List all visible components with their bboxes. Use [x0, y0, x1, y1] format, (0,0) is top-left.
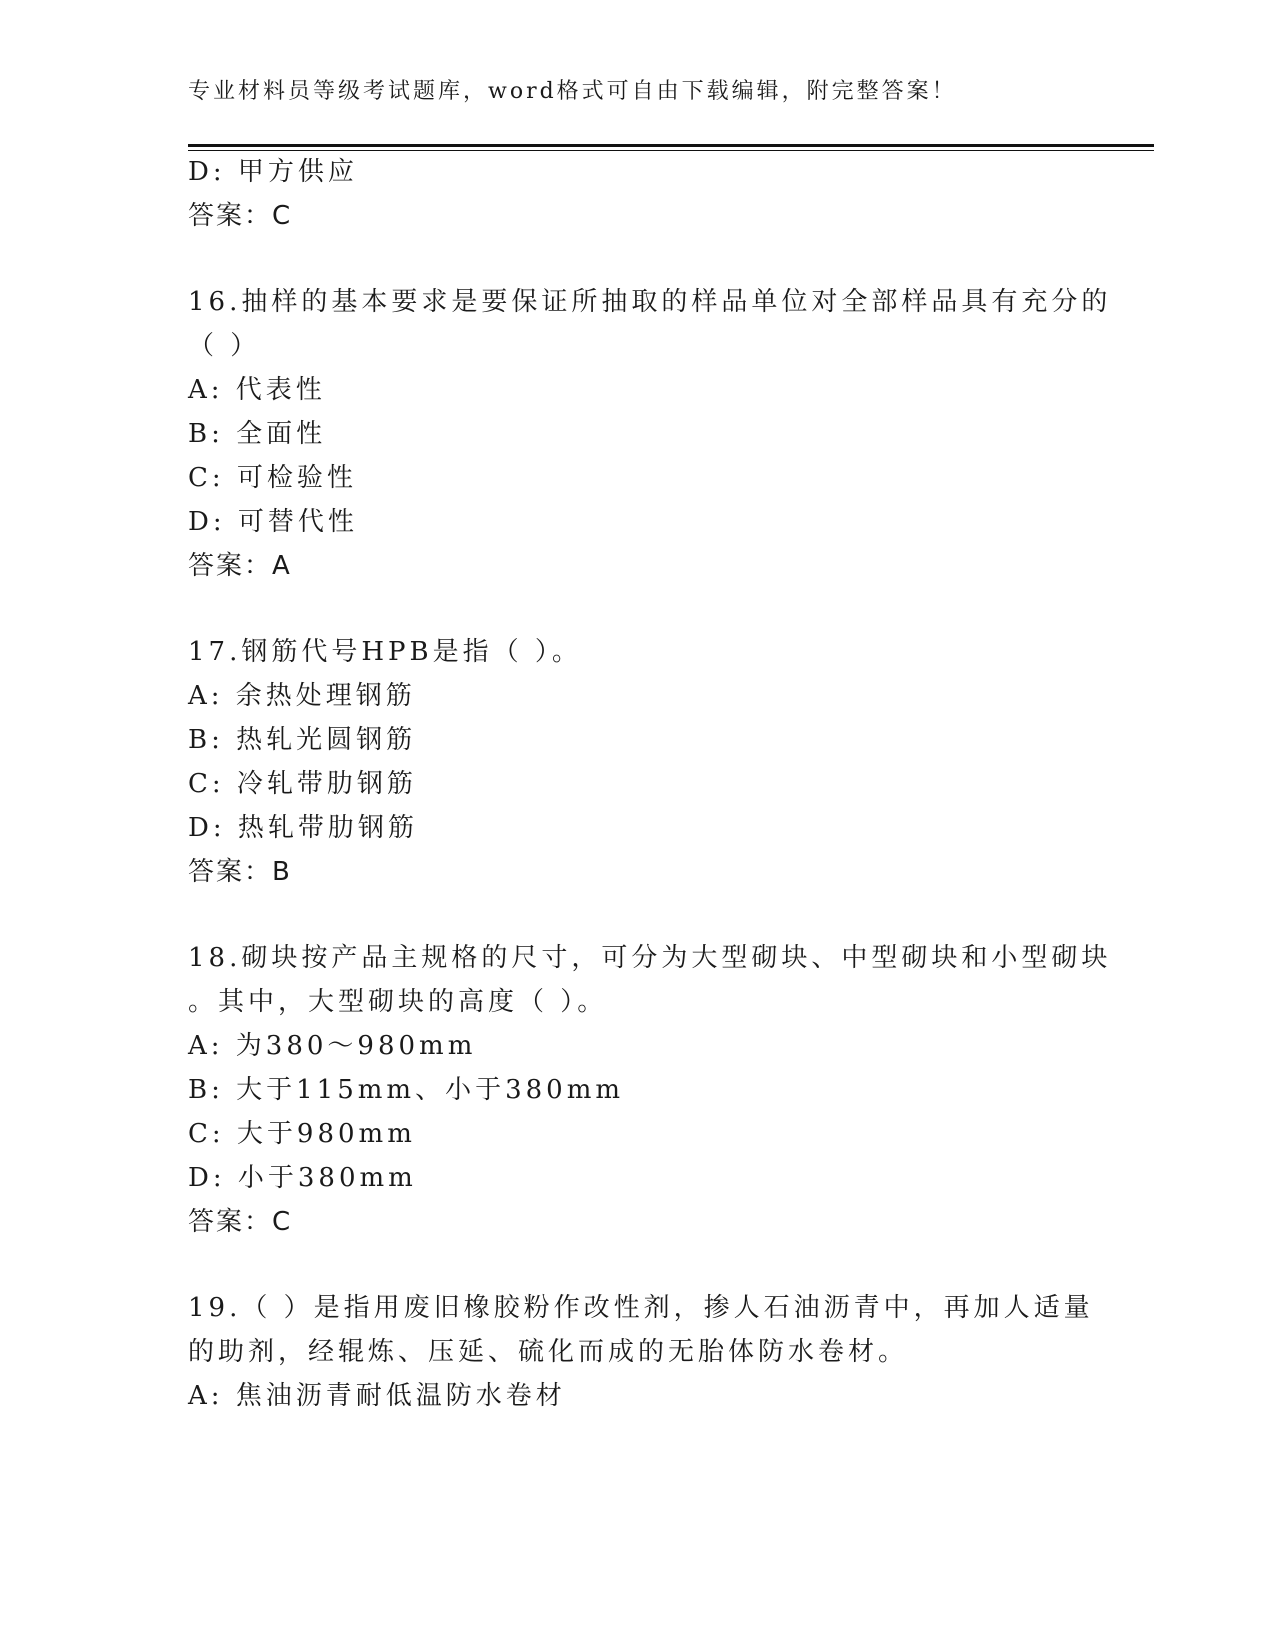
- q18-option-c: C: 大于980mm: [188, 1119, 416, 1149]
- q17-answer: 答案：B: [188, 857, 292, 887]
- prev-answer: 答案：C: [188, 201, 293, 231]
- q17-option-b: B: 热轧光圆钢筋: [188, 725, 417, 755]
- q18-answer: 答案：C: [188, 1207, 293, 1237]
- q17-stem-line1: 17.钢筋代号HPB是指（ ）。: [188, 637, 582, 667]
- q16-option-d: D: 可替代性: [188, 507, 358, 537]
- q16-stem-line2: （ ）: [188, 331, 261, 361]
- q17-option-a: A: 余热处理钢筋: [188, 681, 416, 711]
- q18-option-b: B: 大于115mm、小于380mm: [188, 1075, 625, 1105]
- q19-stem-line1: 19.（ ）是指用废旧橡胶粉作改性剂，掺人石油沥青中，再加人适量: [188, 1293, 1094, 1323]
- q16-stem-line1: 16.抽样的基本要求是要保证所抽取的样品单位对全部样品具有充分的: [188, 287, 1112, 317]
- q16-option-c: C: 可检验性: [188, 463, 357, 493]
- page-header: 专业材料员等级考试题库，word格式可自由下载编辑，附完整答案！: [188, 79, 957, 104]
- q16-option-a: A: 代表性: [188, 375, 326, 405]
- q16-option-b: B: 全面性: [188, 419, 327, 449]
- q19-option-a: A: 焦油沥青耐低温防水卷材: [188, 1381, 566, 1411]
- q18-stem-line2: 。其中，大型砌块的高度（ ）。: [188, 987, 608, 1017]
- prev-option-d: D: 甲方供应: [188, 157, 358, 187]
- q18-stem-line1: 18.砌块按产品主规格的尺寸，可分为大型砌块、中型砌块和小型砌块: [188, 943, 1112, 973]
- q16-answer: 答案：A: [188, 551, 292, 581]
- q18-option-a: A: 为380～980mm: [188, 1031, 477, 1061]
- q19-stem-line2: 的助剂，经辊炼、压延、硫化而成的无胎体防水卷材。: [188, 1337, 909, 1367]
- q17-option-c: C: 冷轧带肋钢筋: [188, 769, 417, 799]
- header-rule-thick: [188, 144, 1154, 147]
- q18-option-d: D: 小于380mm: [188, 1163, 417, 1193]
- q17-option-d: D: 热轧带肋钢筋: [188, 813, 418, 843]
- header-rule-thin: [188, 150, 1154, 151]
